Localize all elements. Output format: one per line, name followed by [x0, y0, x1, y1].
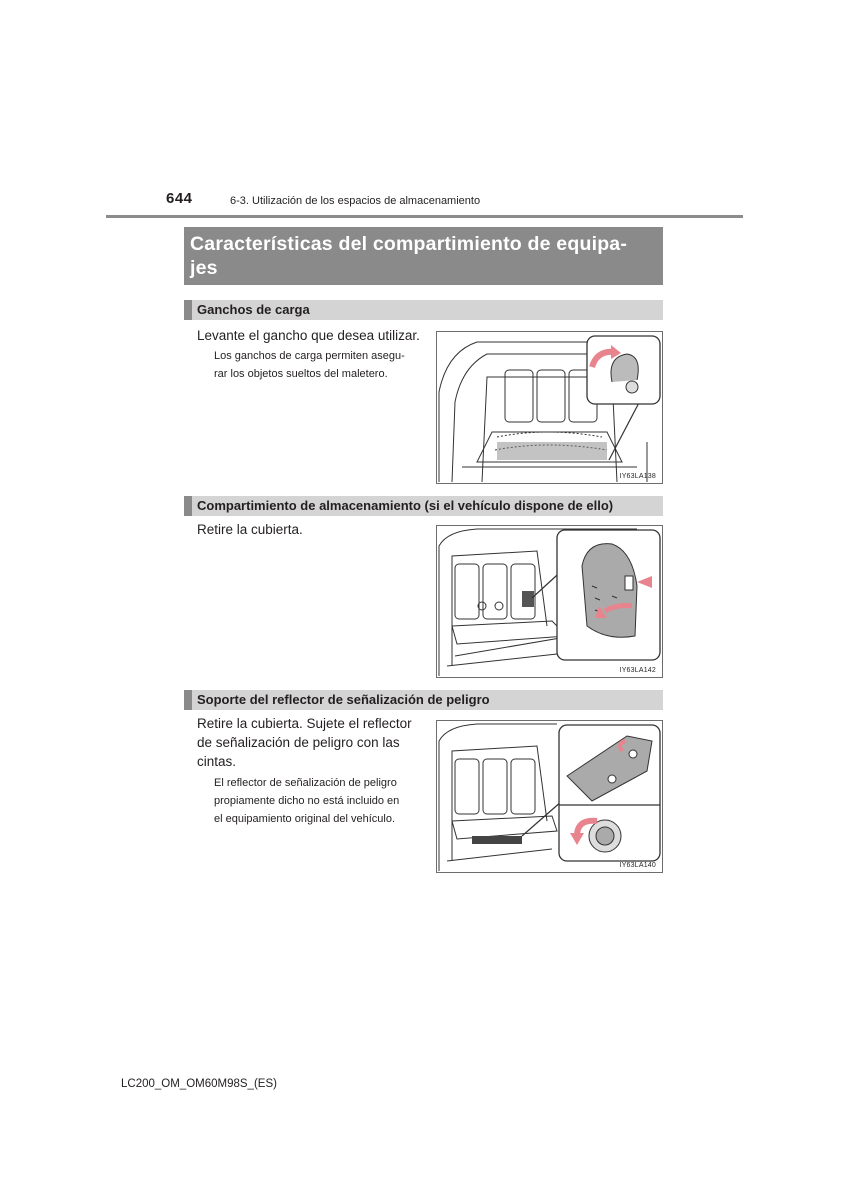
cargo-hooks-illustration: [437, 332, 663, 484]
section-heading-cargo-hooks: Ganchos de carga: [184, 300, 663, 320]
main-title-bar: [184, 227, 663, 285]
reflector-instruction-line-2: de señalización de peligro con las: [197, 735, 400, 750]
footer-document-code: LC200_OM_OM60M98S_(ES): [121, 1078, 277, 1090]
cargo-hooks-figure: [436, 331, 663, 484]
reflector-instruction: [197, 714, 412, 771]
figure-code: IY63LA142: [619, 667, 656, 674]
page-title-line-2: jes: [190, 257, 218, 279]
reflector-note-line-3: el equipamiento original del vehículo.: [214, 813, 396, 825]
page-title-line-1: Características del compartimiento de equipa-: [190, 233, 628, 255]
header-rule: [106, 215, 743, 218]
cargo-hooks-note: [214, 347, 405, 383]
section-reference: 6-3. Utilización de los espacios de almacenamiento: [230, 195, 481, 207]
reflector-instruction-line-3: cintas.: [197, 754, 237, 769]
cargo-hooks-note-line-2: rar los objetos sueltos del maletero.: [214, 368, 388, 380]
reflector-note-line-1: El reflector de señalización de peligro: [214, 777, 397, 789]
section-heading-reflector-holder: Soporte del reflector de señalización de peligro: [184, 690, 663, 710]
page-title: [190, 232, 657, 280]
reflector-instruction-line-1: Retire la cubierta. Sujete el reflector: [197, 716, 412, 731]
cargo-hooks-instruction: Levante el gancho que desea utilizar.: [197, 328, 420, 343]
section-heading-storage-compartment: Compartimiento de almacenamiento (si el vehículo dispone de ello): [184, 496, 663, 516]
reflector-holder-illustration: [437, 721, 663, 873]
storage-compartment-illustration: [437, 526, 663, 678]
cargo-hooks-note-line-1: Los ganchos de carga permiten asegu-: [214, 350, 405, 362]
figure-code: IY63LA140: [619, 862, 656, 869]
reflector-holder-figure: [436, 720, 663, 873]
figure-code: IY63LA138: [619, 473, 656, 480]
storage-compartment-instruction: Retire la cubierta.: [197, 522, 303, 537]
reflector-note-line-2: propiamente dicho no está incluido en: [214, 795, 400, 807]
page-number: 644: [166, 190, 193, 207]
reflector-note: [214, 774, 399, 828]
storage-compartment-figure: [436, 525, 663, 678]
